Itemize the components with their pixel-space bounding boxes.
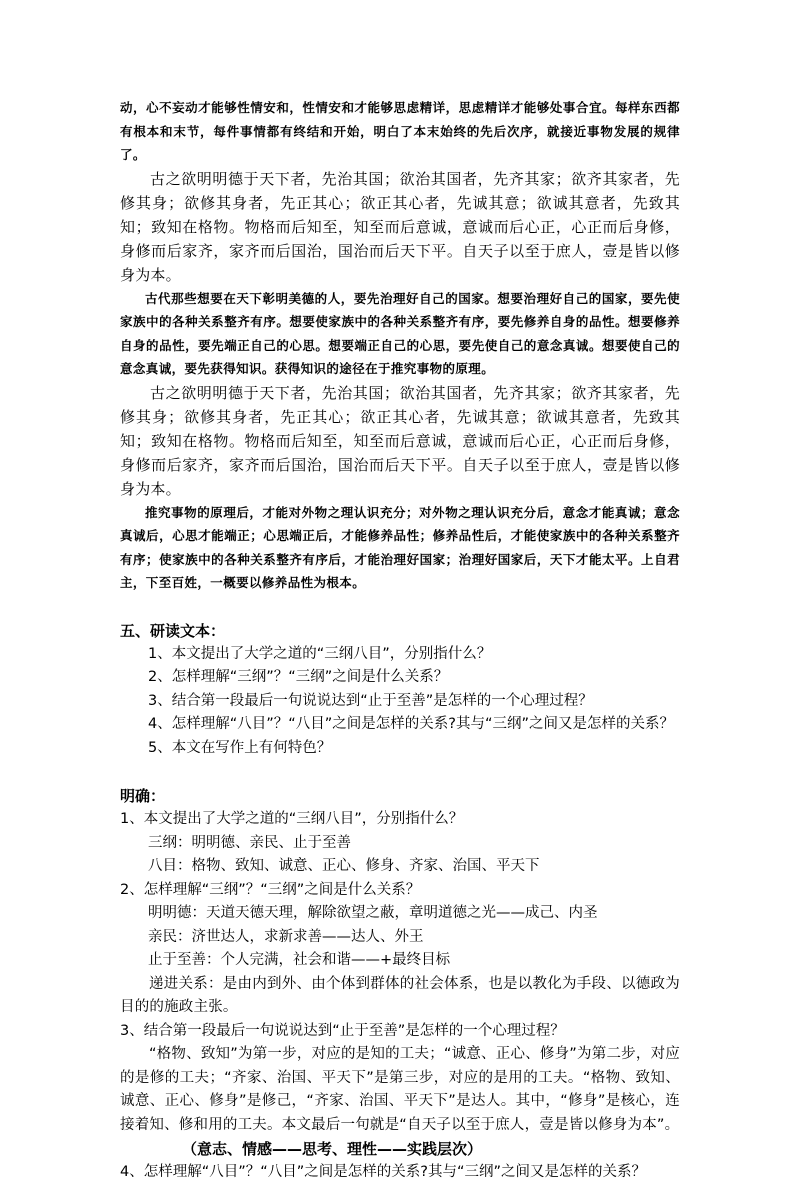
- translation-paragraph-3: 推究事物的原理后，才能对外物之理认识充分；对外物之理认识充分后，意念才能真诚；意念真诚后，心思才能端正；心思端正后，才能修养品性；修养品性后，才能使家族中的各种关系整齐有序；使家族中的各种关系整齐有序后，才能治理好国家；治理好国家后，天下才能太平。上自君主，下至百姓，一概要以修养品性为根本。: [120, 504, 680, 590]
- answer-paragraph: 递进关系：是由内到外、由个体到群体的社会体系，也是以教化为手段、以德政为目的的施政主张。: [120, 975, 680, 1015]
- question-item: 2、怎样理解“三纲”？“三纲”之间是什么关系？: [148, 669, 449, 685]
- answer-question: 4、怎样理解“八目”？“八目”之间是怎样的关系?其与“三纲”之间又是怎样的关系？: [120, 1164, 646, 1180]
- answer-line: 八目：格物、致知、诚意、正心、修身、齐家、治国、平天下: [148, 858, 540, 874]
- question-item: 5、本文在写作上有何特色？: [148, 739, 332, 756]
- answer-question: 3、结合第一段最后一句说说达到“止于至善”是怎样的一个心理过程？: [120, 1022, 565, 1039]
- answer-line: 三纲：明明德、亲民、止于至善: [148, 834, 351, 851]
- question-item: 3、结合第一段最后一句说说达到“止于至善”是怎样的一个心理过程？: [148, 692, 593, 709]
- question-item: 4、怎样理解“八目”？“八目”之间是怎样的关系?其与“三纲”之间又是怎样的关系？: [148, 716, 674, 732]
- section-heading: 五、研读文本：: [120, 621, 226, 640]
- answer-line: 明明德：天道天德天理，解除欲望之蔽，章明道德之光——成己、内圣: [148, 905, 598, 921]
- answer-paragraph: “格物、致知”为第一步，对应的是知的工夫；“诚意、正心、修身”为第二步，对应的是修的工夫；“齐家、治国、平天下”是第三步，对应的是用的工夫。“格物、致知、诚意、正心、修身”是修己，“齐家、治国、平天下”是达人。其中，“修身”是核心，连接着知、修和用的工夫。本文最后一句就是“自天子以至于庶人，壹是皆以修身为本”。: [120, 1046, 680, 1133]
- original-text-paragraph-1: 古之欲明明德于天下者，先治其国；欲治其国者，先齐其家；欲齐其家者，先修其身；欲修其身者，先正其心；欲正其心者，先诚其意；欲诚其意者，先致其知；致知在格物。物格而后知至，知至而后意诚，意诚而后心正，心正而后身修，身修而后家齐，家齐而后国治，国治而后天下平。自天子以至于庶人，壹是皆以修身为本。: [120, 169, 680, 284]
- document-page: [120, 96, 680, 1185]
- answer-line: 止于至善：个人完满，社会和谐——+最终目标: [148, 952, 451, 968]
- answer-note: （意志、情感——思考、理性——实践层次）: [182, 1140, 483, 1158]
- original-text-paragraph-2: 古之欲明明德于天下者，先治其国；欲治其国者，先齐其家；欲齐其家者，先修其身；欲修其身者，先正其心；欲正其心者，先诚其意；欲诚其意者，先致其知；致知在格物。物格而后知至，知至而后意诚，意诚而后心正，心正而后身修，身修而后家齐，家齐而后国治，国治而后天下平。自天子以至于庶人，壹是皆以修身为本。: [120, 383, 680, 498]
- answers-heading: 明确：: [120, 787, 166, 805]
- question-item: 1、本文提出了大学之道的“三纲八目”，分别指什么？: [148, 645, 492, 662]
- answer-line: 亲民：济世达人，求新求善——达人、外王: [148, 928, 424, 945]
- translation-paragraph-1: 动，心不妄动才能够性情安和，性情安和才能够思虑精详，思虑精详才能够处事合宜。每样东西都有根本和末节，每件事情都有终结和开始，明白了本末始终的先后次序，就接近事物发展的规律了。: [120, 100, 680, 162]
- answer-question: 1、本文提出了大学之道的“三纲八目”，分别指什么？: [120, 811, 464, 827]
- translation-paragraph-2: 古代那些想要在天下彰明美德的人，要先治理好自己的国家。想要治理好自己的国家，要先使家族中的各种关系整齐有序。想要使家族中的各种关系整齐有序，要先修养自身的品性。想要修养自身的品性，要先端正自己的心思。想要端正自己的心思，要先使自己的意念真诚。想要使自己的意念真诚，要先获得知识。获得知识的途径在于推究事物的原理。: [120, 290, 680, 376]
- answer-question: 2、怎样理解“三纲”？“三纲”之间是什么关系？: [120, 881, 421, 898]
